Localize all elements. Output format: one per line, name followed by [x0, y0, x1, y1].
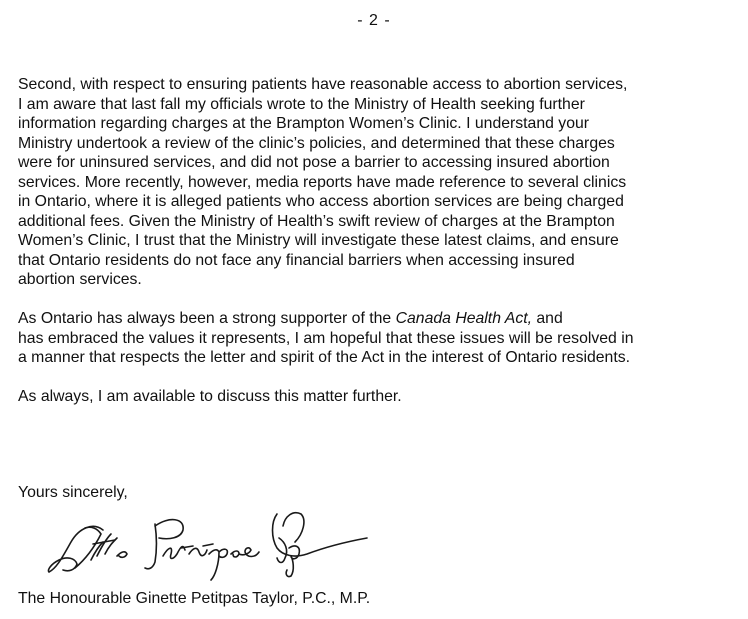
paragraph-access: [18, 75, 748, 290]
text-line: that Ontario residents do not face any financial barriers when accessing insured: [18, 251, 575, 269]
signer-name: The Honourable Ginette Petitpas Taylor, P.C., M.P.: [18, 590, 371, 607]
text-line: additional fees. Given the Ministry of Health’s swift review of charges at the Brampton: [18, 212, 615, 230]
text-line: abortion services.: [18, 271, 142, 288]
text-line: Ministry undertook a review of the clinic’s policies, and determined that these charges: [18, 134, 615, 152]
paragraph-canada-health-act: [18, 309, 748, 368]
letter-body: [18, 75, 748, 407]
act-title: Canada Health Act,: [395, 310, 532, 327]
page-number: - 2 -: [357, 12, 391, 29]
handwritten-signature: [45, 498, 375, 588]
text-line: [18, 309, 748, 329]
text-line: information regarding charges at the Brampton Women’s Clinic. I understand your: [18, 115, 590, 132]
text-line: were for uninsured services, and did not pose a barrier to accessing insured abortion: [18, 154, 610, 171]
text-line: Second, with respect to ensuring patients have reasonable access to abortion services,: [18, 76, 628, 93]
text-line: in Ontario, where it is alleged patients who access abortion services are being charged: [18, 193, 624, 210]
text-line: has embraced the values it represents, I am hopeful that these issues will be resolved in: [18, 329, 634, 347]
text-line: Women’s Clinic, I trust that the Ministry will investigate these latest claims, and ensure: [18, 232, 619, 249]
text-line: I am aware that last fall my officials wrote to the Ministry of Health seeking further: [18, 95, 585, 113]
text-segment: As Ontario has always been a strong supporter of the: [18, 310, 396, 327]
text-segment: and: [532, 310, 563, 327]
text-line: services. More recently, however, media reports have made reference to several clinics: [18, 173, 627, 191]
paragraph-availability: [18, 387, 748, 407]
text-line: As always, I am available to discuss this matter further.: [18, 388, 402, 405]
text-line: a manner that respects the letter and spirit of the Act in the interest of Ontario residents.: [18, 349, 631, 366]
closing-salutation: Yours sincerely,: [18, 484, 128, 501]
